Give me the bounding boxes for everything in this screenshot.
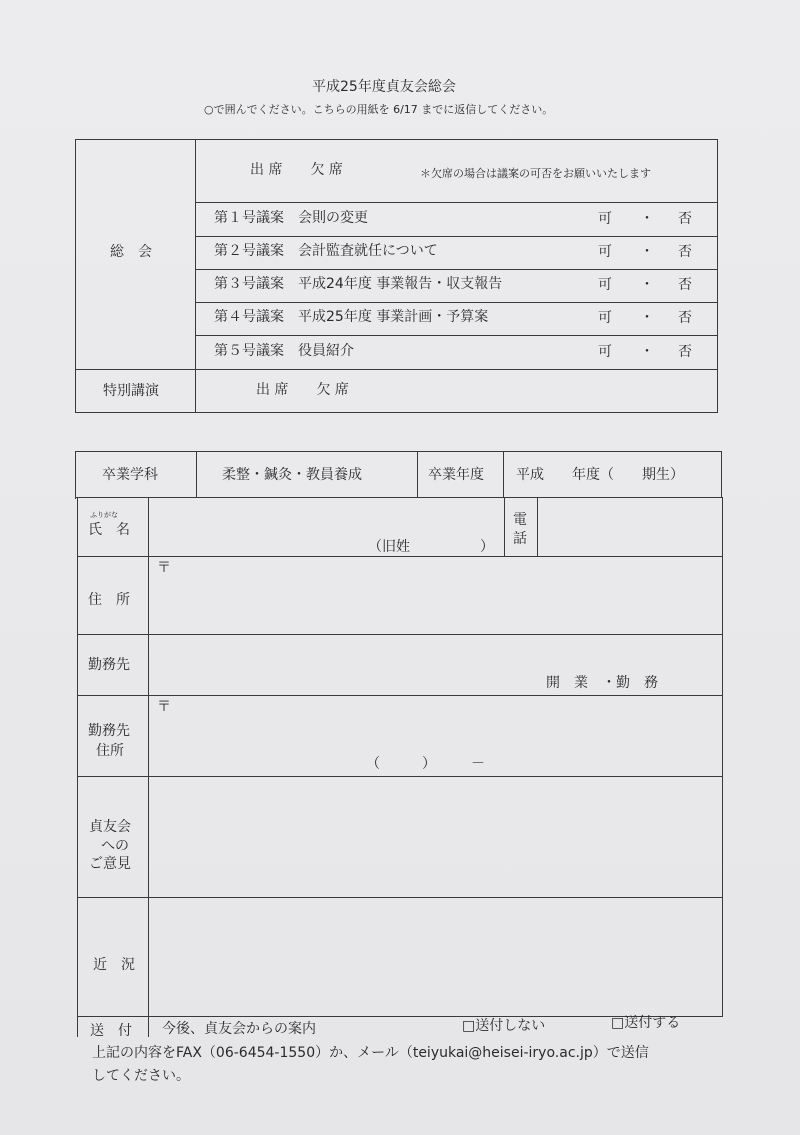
proposal-label: 第１号議案 会則の変更 (214, 210, 368, 226)
address-label: 住 所 (88, 592, 130, 608)
opinion-label-2: への (101, 838, 129, 854)
proposal-reject[interactable]: 否 (678, 277, 692, 293)
proposal-approve[interactable]: 可 (598, 277, 612, 293)
footer-instruction-line2: してください。 (92, 1068, 190, 1084)
proposal-reject[interactable]: 否 (678, 344, 692, 360)
footer-instruction-line1: 上記の内容をFAX（06-6454-1550）か、メール（teiyukai@heisei-iryo.ac.jp）で送信 (92, 1045, 649, 1061)
furigana-label: ふりがな (90, 511, 118, 519)
instruction-text: ○で囲んでください。こちらの用紙を 6/17 までに返信してください。 (204, 103, 554, 116)
proposal-label: 第５号議案 役員紹介 (214, 343, 354, 359)
graduation-year-field[interactable]: 平成 年度（ 期生） (516, 467, 684, 483)
work-address-label-1: 勤務先 (88, 723, 130, 739)
send-label: 送 付 (90, 1023, 132, 1039)
general-meeting-label: 総 会 (110, 244, 152, 260)
proposal-approve[interactable]: 可 (598, 244, 612, 260)
opinion-label-3: ご意見 (89, 856, 131, 872)
postal-mark: 〒 (157, 699, 171, 715)
proposal-reject[interactable]: 否 (678, 310, 692, 326)
proposal-label: 第２号議案 会計監査就任について (214, 243, 438, 259)
work-phone-field[interactable]: （ ） － (366, 756, 485, 772)
work-type-options[interactable]: 開 業 ・勤 務 (546, 675, 658, 691)
status-field[interactable] (150, 899, 721, 1015)
postal-mark: 〒 (157, 560, 171, 576)
proposal-reject[interactable]: 否 (678, 244, 692, 260)
meeting-attendance-options[interactable]: 出 席 欠 席 (250, 162, 343, 178)
send-checkbox[interactable]: □送付する (611, 1015, 681, 1031)
maiden-name-field[interactable]: （旧姓 ） (368, 539, 494, 555)
name-label: 氏 名 (88, 522, 130, 538)
proposal-approve[interactable]: 可 (598, 211, 612, 227)
phone-label-2: 話 (513, 531, 527, 547)
proposal-dot: ・ (640, 310, 654, 326)
opinion-field[interactable] (150, 778, 721, 896)
proposal-reject[interactable]: 否 (678, 211, 692, 227)
workplace-label: 勤務先 (88, 657, 130, 673)
proposal-dot: ・ (640, 211, 654, 227)
send-text: 今後、貞友会からの案内 (162, 1021, 316, 1037)
department-label: 卒業学科 (102, 467, 158, 483)
phone-field[interactable] (539, 499, 721, 555)
work-address-label-2: 住所 (96, 743, 124, 759)
phone-label-1: 電 (513, 512, 527, 528)
status-label: 近 況 (93, 957, 135, 973)
proposal-label: 第４号議案 平成25年度 事業計画・予算案 (214, 309, 489, 325)
department-options[interactable]: 柔整・鍼灸・教員養成 (222, 467, 362, 483)
proposal-approve[interactable]: 可 (598, 344, 612, 360)
proposal-dot: ・ (640, 277, 654, 293)
proposal-dot: ・ (640, 344, 654, 360)
special-lecture-label: 特別講演 (103, 383, 159, 399)
address-field[interactable] (150, 558, 721, 633)
form-title: 平成25年度貞友会総会 (312, 79, 456, 95)
proposal-approve[interactable]: 可 (598, 310, 612, 326)
absence-note: ＊欠席の場合は議案の可否をお願いいたします (420, 167, 651, 180)
lecture-attendance-options[interactable]: 出 席 欠 席 (256, 382, 349, 398)
proposal-label: 第３号議案 平成24年度 事業報告・収支報告 (214, 276, 503, 292)
opinion-label-1: 貞友会 (89, 819, 131, 835)
no-send-checkbox[interactable]: □送付しない (462, 1018, 546, 1034)
graduation-year-label: 卒業年度 (428, 467, 484, 483)
proposal-dot: ・ (640, 244, 654, 260)
